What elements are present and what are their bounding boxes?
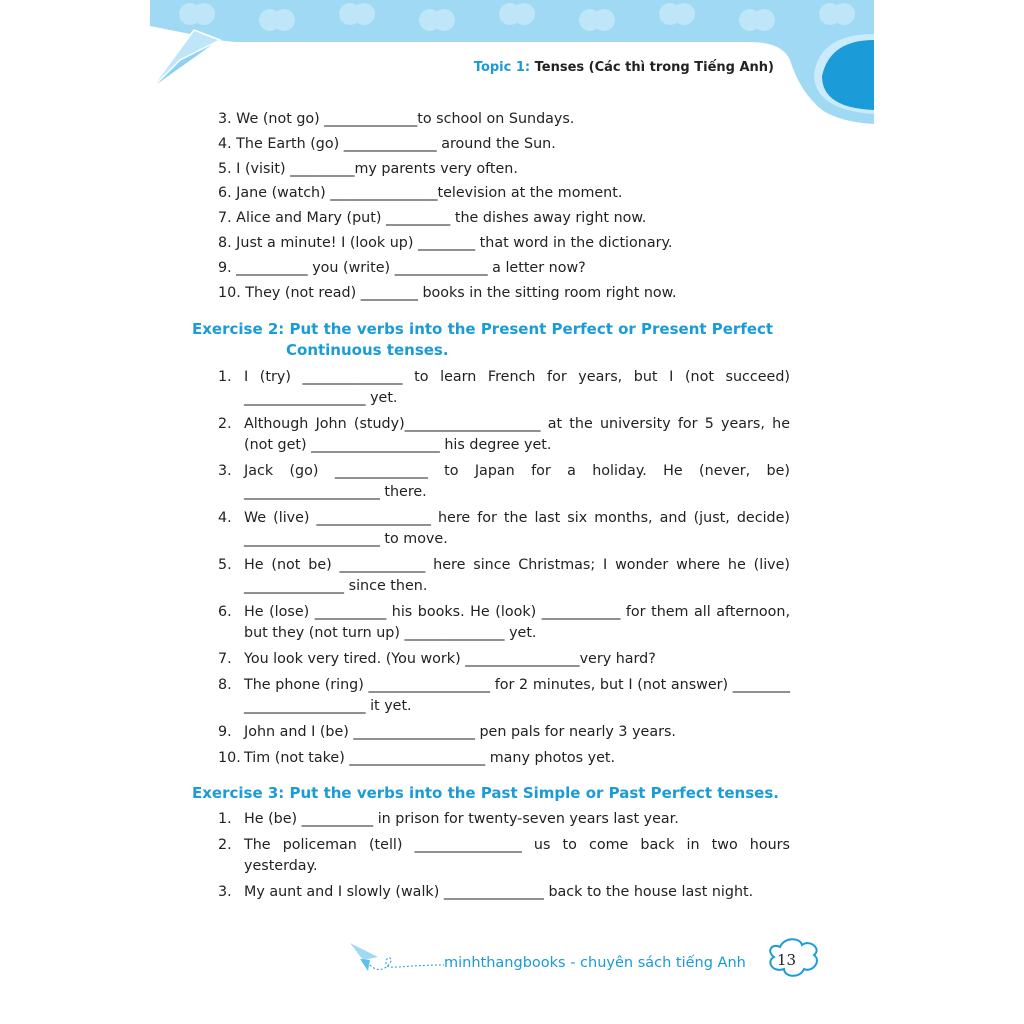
exercise-1-item: 3. We (not go) _____________to school on Sundays. [218,111,575,127]
item-text: Although John (study)___________________ at the university for 5 years, he (not get) __________________ his degree yet. [244,416,790,454]
item-text: We (live) ________________ here for the last six months, and (just, decide) ___________________ to move. [244,510,790,548]
exercise-1-item: 8. Just a minute! I (look up) ________ that word in the dictionary. [218,234,673,251]
page-number: 13 [777,951,797,969]
exercise-2-title-line2: Continuous tenses. [286,341,449,360]
exercise-2 [192,319,790,361]
topic-heading [474,60,774,75]
item-number: 4. [218,510,232,527]
exercise-2-item [218,602,790,644]
exercise-1-item: 7. Alice and Mary (put) _________ the dishes away right now. [218,210,647,227]
exercise-2-item [218,461,790,503]
item-text: You look very tired. (You work) ________________very hard? [244,651,656,668]
exercise-3-item [218,809,790,830]
topic-title: Tenses (Các thì trong Tiếng Anh) [534,60,774,75]
item-number: 3. [218,463,232,480]
exercise-1-item: 4. The Earth (go) _____________ around the Sun. [218,135,556,152]
exercise-2-item [218,414,790,456]
exercise-3-item [218,835,790,877]
exercise-2-item [218,367,790,409]
exercise-3-list [218,809,790,903]
item-number: 9. [218,724,232,741]
item-number: 8. [218,677,232,694]
item-number: 2. [218,837,232,854]
footer-brand: minhthangbooks - chuyên sách tiếng Anh [444,955,746,971]
exercise-3 [192,783,790,804]
exercise-3-title: Exercise 3: Put the verbs into the Past Simple or Past Perfect tenses. [192,784,779,803]
exercise-2-title-line1: Exercise 2: Put the verbs into the Present Perfect or Present Perfect [192,320,774,339]
item-text: My aunt and I slowly (walk) ______________ back to the house last night. [244,884,754,901]
item-text: The policeman (tell) _______________ us to come back in two hours yesterday. [244,837,790,875]
exercise-2-item [218,555,790,597]
item-text: He (be) __________ in prison for twenty-seven years last year. [244,811,679,828]
item-text: John and I (be) _________________ pen pals for nearly 3 years. [244,724,676,741]
item-number: 5. [218,557,232,574]
item-text: The phone (ring) _________________ for 2 minutes, but I (not answer) ________ _________________ it yet. [244,677,790,715]
item-number: 1. [218,811,232,828]
item-number: 6. [218,604,232,621]
paper-plane-icon [350,943,378,960]
item-number: 3. [218,884,232,901]
item-text: He (not be) ____________ here since Christmas; I wonder where he (live) ______________ since then. [244,557,790,595]
exercise-1-list [218,107,790,305]
item-text: Tim (not take) ___________________ many photos yet. [244,750,616,767]
exercise-2-item [218,508,790,550]
item-number: 7. [218,651,232,668]
item-text: Jack (go) _____________ to Japan for a holiday. He (never, be) ___________________ there. [244,463,790,501]
exercise-1-item: 9. __________ you (write) _____________ a letter now? [218,259,586,276]
exercise-2-item [218,722,790,743]
item-text: I (try) ______________ to learn French for years, but I (not succeed) _________________ yet. [244,369,790,407]
exercise-1-item: 10. They (not read) ________ books in the sitting room right now. [218,284,677,301]
exercise-2-item [218,748,790,769]
exercise-2-list [218,367,790,769]
exercise-1-item: 5. I (visit) _________my parents very often. [218,160,518,177]
exercise-3-item [218,882,790,903]
topic-label: Topic 1: [473,60,531,75]
exercise-1-item: 6. Jane (watch) _______________television at the moment. [218,185,623,202]
book-page [150,0,874,1024]
exercise-2-item [218,649,790,670]
item-number: 2. [218,416,232,433]
item-text: He (lose) __________ his books. He (look) ___________ for them all afternoon, but they (not turn up) ______________ yet. [244,604,790,642]
footer [200,935,824,985]
content [192,107,790,908]
exercise-2-title [192,319,790,361]
item-number: 10. [218,750,241,767]
item-number: 1. [218,369,232,386]
exercise-2-item [218,675,790,717]
